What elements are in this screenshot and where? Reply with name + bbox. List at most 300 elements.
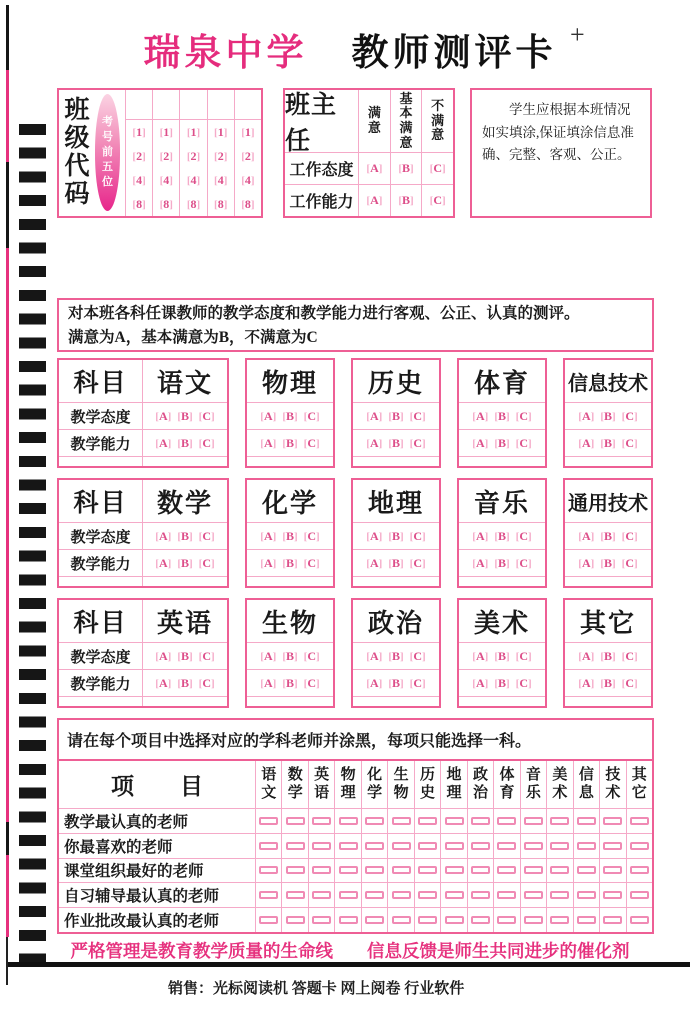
mark-bubble[interactable] [286, 842, 305, 850]
option-row [565, 642, 651, 669]
omr-bubble-A[interactable]: [A] [366, 435, 383, 450]
eval-instruction-line2: 满意为A，基本满意为B，不满意为C [68, 329, 318, 346]
mark-bubble[interactable] [418, 916, 437, 924]
mark-bubble[interactable] [392, 866, 411, 874]
omr-bubble-A[interactable]: [A] [260, 408, 277, 423]
omr-bubble-B[interactable]: [B] [388, 435, 404, 450]
mark-bubble[interactable] [524, 916, 543, 924]
mark-bubble[interactable] [312, 916, 331, 924]
subject-box [457, 598, 547, 708]
omr-bubble-A[interactable]: [A] [578, 435, 595, 450]
mark-bubble[interactable] [550, 891, 569, 899]
omr-bubble-C[interactable]: [C] [429, 193, 446, 207]
omr-bubble-B[interactable]: [B] [600, 435, 616, 450]
omr-bubble-C[interactable]: [C] [515, 408, 532, 423]
mark-bubble[interactable] [630, 842, 649, 850]
mark-bubble[interactable] [312, 891, 331, 899]
omr-bubble-C[interactable]: [C] [303, 555, 320, 570]
omr-bubble-A[interactable]: [A] [366, 528, 383, 543]
mark-cell [493, 859, 519, 883]
omr-bubble-C[interactable]: [C] [303, 435, 320, 450]
row-label: 工作态度 [289, 162, 354, 179]
omr-bubble-A[interactable]: [A] [260, 528, 277, 543]
mark-cell [334, 908, 360, 932]
row-label: 教学态度 [70, 409, 131, 426]
digit-bubble-cell [180, 120, 206, 144]
row-label: 自习辅导最认真的老师 [64, 888, 220, 906]
omr-bubble-A[interactable]: [A] [260, 648, 277, 663]
table-row [59, 833, 652, 858]
mark-cell [546, 908, 572, 932]
digit-bubble-cell [235, 120, 261, 144]
omr-bubble-A[interactable]: [A] [155, 408, 172, 423]
corner-label: 科目 [73, 370, 128, 397]
mark-bubble[interactable] [603, 817, 622, 825]
omr-bubble-A[interactable]: [A] [578, 555, 595, 570]
omr-bubble-A[interactable]: [A] [578, 528, 595, 543]
mark-cell [414, 834, 440, 858]
digit-write-cell[interactable] [235, 90, 261, 120]
mark-cell [599, 883, 625, 907]
mark-cell [334, 809, 360, 833]
omr-bubble-1[interactable]: [1] [214, 124, 228, 139]
mark-bubble[interactable] [577, 842, 596, 850]
omr-bubble-C[interactable]: [C] [409, 528, 426, 543]
option-bubbles [366, 649, 425, 664]
mark-bubble[interactable] [392, 842, 411, 850]
omr-bubble-8[interactable]: [8] [159, 196, 173, 211]
option-row [459, 549, 545, 576]
option-row [353, 522, 439, 549]
mark-bubble[interactable] [312, 842, 331, 850]
mark-bubble[interactable] [550, 866, 569, 874]
mark-bubble[interactable] [365, 866, 384, 874]
digit-bubble-cell [153, 168, 179, 192]
subject-name: 物理 [261, 368, 318, 398]
mark-bubble[interactable] [630, 916, 649, 924]
omr-bubble-A[interactable]: [A] [472, 408, 489, 423]
slogan-part1: 严格管理是教育教学质量的生命线 [70, 941, 333, 961]
mark-bubble[interactable] [497, 916, 516, 924]
mark-cell [546, 883, 572, 907]
digit-bubble-cell [126, 120, 152, 144]
column-header-label: 信息 [578, 767, 594, 801]
omr-bubble-A[interactable]: [A] [366, 555, 383, 570]
mark-bubble[interactable] [286, 891, 305, 899]
table-row [59, 907, 652, 932]
column-header-label: 历史 [420, 767, 436, 801]
column-header-label: 化学 [367, 767, 383, 801]
rating-header [421, 90, 453, 152]
table-row [59, 808, 652, 833]
omr-bubble-B[interactable]: [B] [282, 435, 298, 450]
digit-bubble-cell [180, 192, 206, 216]
mark-bubble[interactable] [630, 891, 649, 899]
mark-bubble[interactable] [471, 842, 490, 850]
omr-bubble-8[interactable]: [8] [241, 196, 255, 211]
mark-bubble[interactable] [259, 891, 278, 899]
option-row [565, 429, 651, 456]
subject-name-row [353, 480, 439, 522]
mark-bubble[interactable] [418, 891, 437, 899]
column-header-label: 体育 [499, 767, 515, 801]
mark-bubble[interactable] [630, 817, 649, 825]
digit-write-cell[interactable] [126, 90, 152, 120]
omr-bubble-B[interactable]: [B] [494, 408, 510, 423]
omr-bubble-A[interactable]: [A] [472, 435, 489, 450]
mark-bubble[interactable] [286, 916, 305, 924]
column-header-label: 数学 [287, 767, 303, 801]
mark-cell [440, 859, 466, 883]
mark-bubble[interactable] [445, 866, 464, 874]
omr-bubble-C[interactable]: [C] [429, 161, 446, 175]
mark-bubble[interactable] [577, 817, 596, 825]
option-bubbles [578, 676, 637, 691]
mark-bubble[interactable] [339, 916, 358, 924]
subject-split-row [59, 456, 227, 466]
subject-name: 政治 [367, 608, 424, 638]
omr-bubble-C[interactable]: [C] [409, 648, 426, 663]
column-header [440, 761, 466, 808]
option-bubbles [260, 676, 319, 691]
digit-write-cell[interactable] [180, 90, 206, 120]
mark-bubble[interactable] [339, 891, 358, 899]
omr-bubble-B[interactable]: [B] [494, 435, 510, 450]
mark-bubble[interactable] [524, 842, 543, 850]
omr-bubble-B[interactable]: [B] [600, 648, 616, 663]
omr-bubble-A[interactable]: [A] [366, 193, 383, 207]
mark-bubble[interactable] [339, 866, 358, 874]
mark-bubble[interactable] [577, 891, 596, 899]
mark-bubble[interactable] [471, 866, 490, 874]
digit-write-cell[interactable] [153, 90, 179, 120]
mark-bubble[interactable] [630, 866, 649, 874]
omr-bubble-C[interactable]: [C] [515, 528, 532, 543]
omr-bubble-B[interactable]: [B] [600, 528, 616, 543]
class-code-column [125, 90, 152, 216]
omr-bubble-C[interactable]: [C] [621, 408, 638, 423]
omr-bubble-B[interactable]: [B] [388, 528, 404, 543]
column-header-label: 地理 [446, 767, 462, 801]
omr-bubble-8[interactable]: [8] [214, 196, 228, 211]
mark-bubble[interactable] [286, 866, 305, 874]
option-bubbles [155, 409, 214, 424]
omr-bubble-B[interactable]: [B] [282, 528, 298, 543]
omr-bubble-A[interactable]: [A] [155, 528, 172, 543]
mark-cell [520, 859, 546, 883]
mark-bubble[interactable] [365, 891, 384, 899]
option-bubbles [578, 556, 637, 571]
class-code-label-wrap [59, 90, 95, 216]
omr-bubble-C[interactable]: [C] [621, 435, 638, 450]
omr-bubble-C[interactable]: [C] [198, 528, 215, 543]
omr-bubble-C[interactable]: [C] [198, 435, 215, 450]
omr-bubble-A[interactable]: [A] [472, 675, 489, 690]
omr-bubble-2[interactable]: [2] [132, 148, 146, 163]
mark-bubble[interactable] [524, 866, 543, 874]
omr-bubble-2[interactable]: [2] [214, 148, 228, 163]
omr-bubble-B[interactable]: [B] [177, 435, 193, 450]
omr-bubble-A[interactable]: [A] [578, 675, 595, 690]
mark-bubble[interactable] [259, 842, 278, 850]
label-cell [59, 670, 143, 696]
omr-bubble-C[interactable]: [C] [409, 555, 426, 570]
omr-bubble-A[interactable]: [A] [472, 528, 489, 543]
mark-bubble[interactable] [445, 916, 464, 924]
subject-group [57, 598, 654, 708]
omr-bubble-A[interactable]: [A] [366, 675, 383, 690]
value-cell [143, 360, 227, 402]
mark-bubble[interactable] [603, 842, 622, 850]
omr-bubble-B[interactable]: [B] [177, 675, 193, 690]
omr-bubble-1[interactable]: [1] [241, 124, 255, 139]
omr-bubble-B[interactable]: [B] [177, 648, 193, 663]
mark-bubble[interactable] [603, 866, 622, 874]
row-label: 教学能力 [70, 556, 131, 573]
omr-bubble-1[interactable]: [1] [186, 124, 201, 139]
omr-bubble-A[interactable]: [A] [155, 675, 172, 690]
omr-bubble-A[interactable]: [A] [155, 555, 172, 570]
column-header [573, 761, 599, 808]
omr-bubble-C[interactable]: [C] [303, 408, 320, 423]
mark-bubble[interactable] [497, 866, 516, 874]
mark-cell [626, 908, 652, 932]
omr-bubble-B[interactable]: [B] [388, 555, 404, 570]
omr-bubble-8[interactable]: [8] [132, 196, 146, 211]
omr-bubble-C[interactable]: [C] [303, 648, 320, 663]
omr-bubble-A[interactable]: [A] [155, 648, 172, 663]
omr-bubble-B[interactable]: [B] [600, 408, 616, 423]
option-row [459, 642, 545, 669]
omr-bubble-C[interactable]: [C] [621, 648, 638, 663]
omr-bubble-C[interactable]: [C] [198, 555, 215, 570]
subject-box [351, 598, 441, 708]
mark-bubble[interactable] [365, 842, 384, 850]
mark-bubble[interactable] [392, 891, 411, 899]
omr-bubble-C[interactable]: [C] [198, 648, 215, 663]
mark-bubble[interactable] [418, 817, 437, 825]
label-cell [59, 550, 143, 576]
omr-bubble-B[interactable]: [B] [398, 193, 414, 207]
mark-bubble[interactable] [550, 916, 569, 924]
mark-bubble[interactable] [339, 817, 358, 825]
mark-bubble[interactable] [418, 866, 437, 874]
mark-bubble[interactable] [392, 916, 411, 924]
mark-bubble[interactable] [312, 817, 331, 825]
column-header [546, 761, 572, 808]
option-bubbles [260, 529, 319, 544]
mark-bubble[interactable] [286, 817, 305, 825]
omr-bubble-B[interactable]: [B] [398, 161, 414, 175]
omr-bubble-4[interactable]: [4] [132, 172, 146, 187]
subject-box [563, 478, 653, 588]
mark-bubble[interactable] [312, 866, 331, 874]
omr-bubble-2[interactable]: [2] [159, 148, 173, 163]
omr-bubble-8[interactable]: [8] [186, 196, 201, 211]
omr-bubble-B[interactable]: [B] [282, 408, 298, 423]
omr-bubble-B[interactable]: [B] [177, 555, 193, 570]
mark-bubble[interactable] [497, 842, 516, 850]
omr-bubble-B[interactable]: [B] [494, 528, 510, 543]
omr-bubble-4[interactable]: [4] [159, 172, 173, 187]
mark-bubble[interactable] [603, 891, 622, 899]
mark-bubble[interactable] [471, 916, 490, 924]
mark-bubble[interactable] [550, 842, 569, 850]
mark-cell [414, 859, 440, 883]
items-header: 项 目 [111, 774, 203, 799]
omr-bubble-B[interactable]: [B] [600, 555, 616, 570]
omr-bubble-C[interactable]: [C] [515, 435, 532, 450]
omr-bubble-A[interactable]: [A] [260, 555, 277, 570]
empty-strip [459, 456, 545, 466]
mark-cell [308, 834, 334, 858]
mark-bubble[interactable] [603, 916, 622, 924]
subject-name: 数学 [156, 488, 213, 518]
subject-box [457, 478, 547, 588]
mark-bubble[interactable] [550, 817, 569, 825]
mark-bubble[interactable] [577, 866, 596, 874]
mark-cell [281, 883, 307, 907]
omr-bubble-B[interactable]: [B] [282, 675, 298, 690]
digit-write-cell[interactable] [208, 90, 234, 120]
omr-bubble-A[interactable]: [A] [578, 408, 595, 423]
mark-cell [599, 809, 625, 833]
omr-bubble-1[interactable]: [1] [132, 124, 146, 139]
omr-bubble-C[interactable]: [C] [409, 435, 426, 450]
omr-bubble-1[interactable]: [1] [159, 124, 173, 139]
mark-bubble[interactable] [524, 891, 543, 899]
mark-bubble[interactable] [259, 866, 278, 874]
omr-bubble-A[interactable]: [A] [472, 648, 489, 663]
omr-bubble-B[interactable]: [B] [388, 675, 404, 690]
omr-bubble-C[interactable]: [C] [621, 528, 638, 543]
option-bubbles [472, 649, 531, 664]
omr-bubble-C[interactable]: [C] [515, 648, 532, 663]
value-cell [143, 600, 227, 642]
mark-cell [546, 809, 572, 833]
omr-bubble-2[interactable]: [2] [241, 148, 255, 163]
corner-label: 科目 [73, 610, 128, 637]
mark-bubble[interactable] [471, 891, 490, 899]
column-header-label: 美术 [552, 767, 568, 801]
mark-bubble[interactable] [524, 817, 543, 825]
sync-line-segment [6, 248, 9, 822]
mark-bubble[interactable] [392, 817, 411, 825]
mark-bubble[interactable] [577, 916, 596, 924]
subject-name-row [459, 360, 545, 402]
omr-bubble-C[interactable]: [C] [198, 675, 215, 690]
omr-bubble-B[interactable]: [B] [282, 555, 298, 570]
omr-bubble-B[interactable]: [B] [494, 675, 510, 690]
mark-bubble[interactable] [445, 891, 464, 899]
omr-bubble-A[interactable]: [A] [366, 161, 383, 175]
mark-bubble[interactable] [259, 916, 278, 924]
option-row [247, 522, 333, 549]
label-cell [59, 430, 143, 456]
omr-bubble-4[interactable]: [4] [214, 172, 228, 187]
omr-bubble-B[interactable]: [B] [494, 648, 510, 663]
omr-bubble-2[interactable]: [2] [186, 148, 201, 163]
subject-split-row [59, 429, 227, 456]
subject-split-row [59, 480, 227, 522]
mark-bubble[interactable] [418, 842, 437, 850]
mark-bubble[interactable] [259, 817, 278, 825]
omr-bubble-B[interactable]: [B] [177, 408, 193, 423]
mark-cell [573, 809, 599, 833]
omr-bubble-A[interactable]: [A] [366, 408, 383, 423]
option-bubbles [155, 676, 214, 691]
rating-header [390, 90, 422, 152]
omr-bubble-A[interactable]: [A] [366, 648, 383, 663]
omr-bubble-C[interactable]: [C] [621, 675, 638, 690]
omr-bubble-B[interactable]: [B] [282, 648, 298, 663]
omr-bubble-C[interactable]: [C] [515, 555, 532, 570]
mark-bubble[interactable] [445, 817, 464, 825]
mark-bubble[interactable] [365, 817, 384, 825]
table-header-row [59, 761, 652, 808]
mark-bubble[interactable] [365, 916, 384, 924]
omr-bubble-A[interactable]: [A] [578, 648, 595, 663]
option-bubbles [472, 529, 531, 544]
omr-bubble-C[interactable]: [C] [303, 528, 320, 543]
option-bubbles [578, 436, 637, 451]
omr-bubble-A[interactable]: [A] [472, 555, 489, 570]
omr-bubble-4[interactable]: [4] [186, 172, 201, 187]
option-cell [421, 153, 453, 184]
column-header [467, 761, 493, 808]
mark-bubble[interactable] [445, 842, 464, 850]
subject-box [563, 598, 653, 708]
mark-bubble[interactable] [497, 891, 516, 899]
column-header [599, 761, 625, 808]
rating-header [358, 90, 390, 152]
omr-bubble-B[interactable]: [B] [494, 555, 510, 570]
column-header-label: 生物 [393, 767, 409, 801]
option-bubbles [472, 409, 531, 424]
omr-bubble-A[interactable]: [A] [260, 435, 277, 450]
omr-bubble-B[interactable]: [B] [177, 528, 193, 543]
omr-bubble-4[interactable]: [4] [241, 172, 255, 187]
omr-bubble-B[interactable]: [B] [388, 408, 404, 423]
omr-bubble-C[interactable]: [C] [303, 675, 320, 690]
mark-bubble[interactable] [339, 842, 358, 850]
omr-bubble-B[interactable]: [B] [388, 648, 404, 663]
value-cell [59, 586, 227, 595]
mark-cell [281, 834, 307, 858]
omr-bubble-C[interactable]: [C] [515, 675, 532, 690]
school-name: 瑞泉中学 [143, 33, 308, 74]
option-row [353, 669, 439, 696]
omr-bubble-C[interactable]: [C] [198, 408, 215, 423]
class-code-label: 班级代码 [64, 97, 90, 208]
digit-bubble-cell [153, 192, 179, 216]
column-header [255, 761, 281, 808]
omr-bubble-B[interactable]: [B] [600, 675, 616, 690]
omr-bubble-A[interactable]: [A] [155, 435, 172, 450]
option-bubbles [472, 676, 531, 691]
option-bubbles [260, 649, 319, 664]
mark-bubble[interactable] [471, 817, 490, 825]
option-row [247, 402, 333, 429]
head-teacher-row [285, 153, 453, 184]
omr-bubble-C[interactable]: [C] [621, 555, 638, 570]
row-label: 你最喜欢的老师 [64, 838, 173, 856]
subject-name: 地理 [367, 488, 424, 518]
omr-bubble-C[interactable]: [C] [409, 408, 426, 423]
omr-bubble-A[interactable]: [A] [260, 675, 277, 690]
omr-bubble-C[interactable]: [C] [409, 675, 426, 690]
mark-bubble[interactable] [497, 817, 516, 825]
